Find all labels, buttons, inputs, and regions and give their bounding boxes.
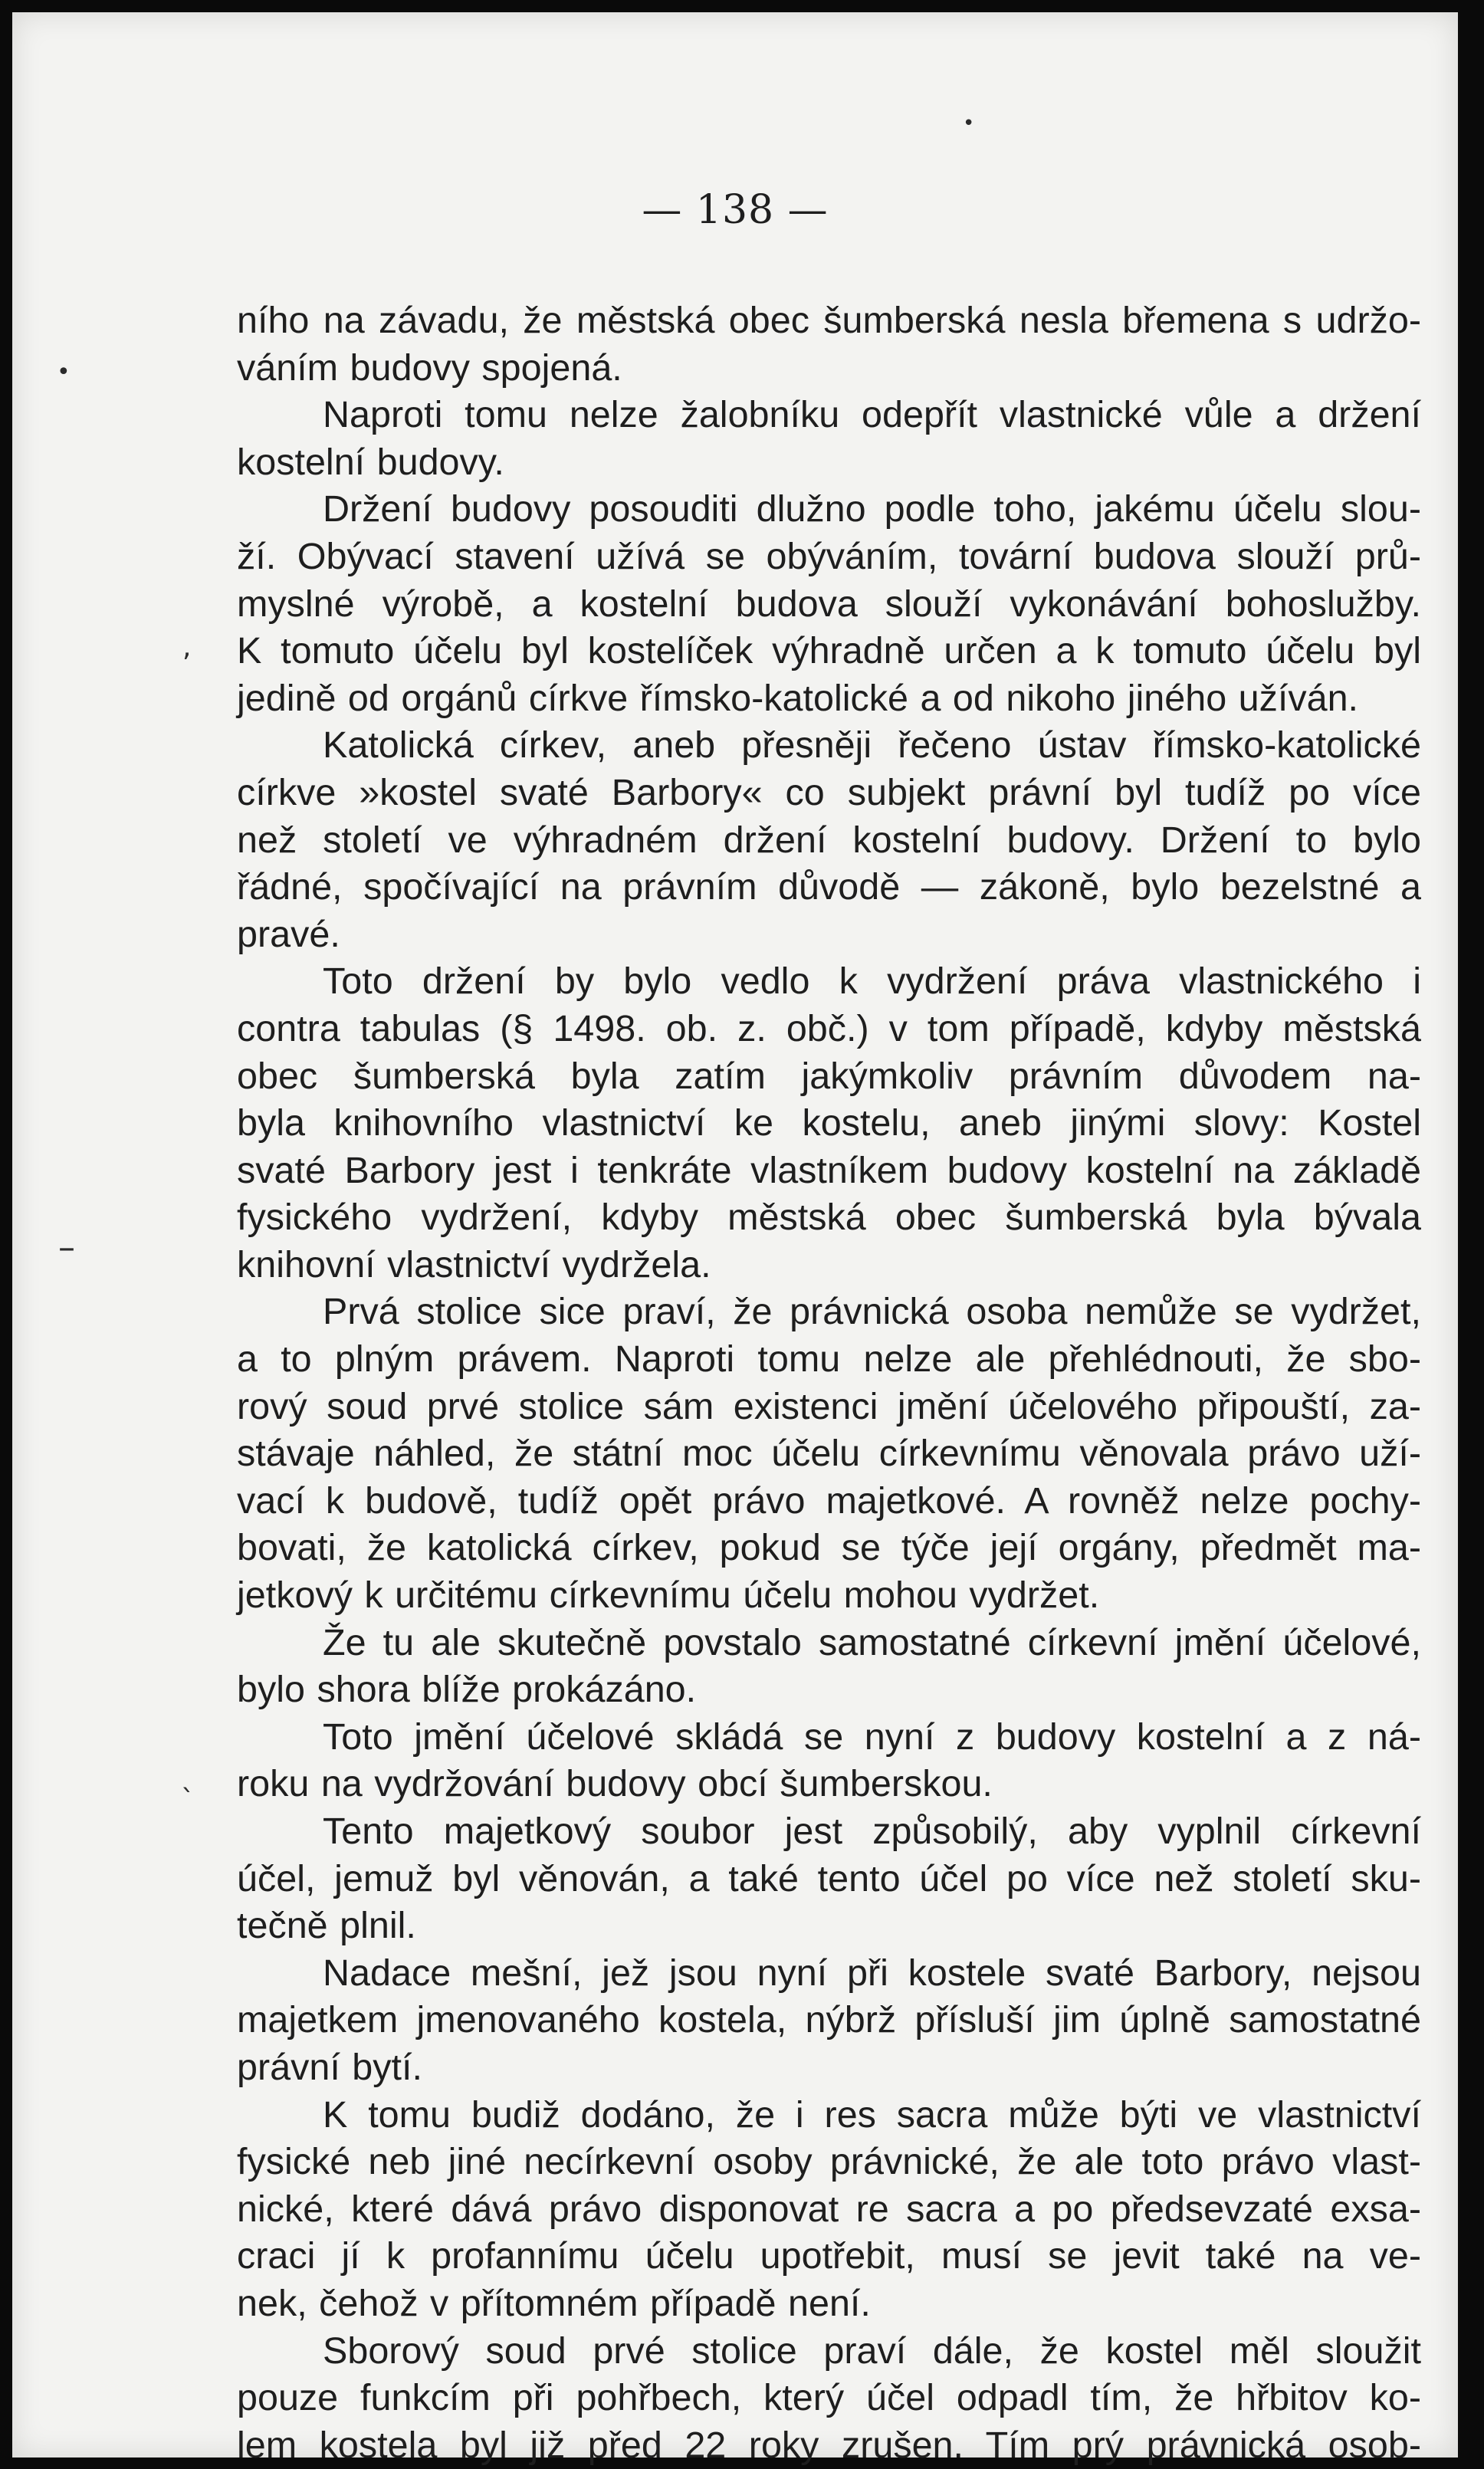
margin-dot-mark: •	[57, 359, 71, 386]
text-line: craci jí k profannímu účelu upotřebit, musí se jevit také na ve-	[237, 2235, 1421, 2277]
text-line: K tomuto účelu byl kostelíček výhradně určen a k tomuto účelu byl	[237, 630, 1421, 672]
text-line: Toto jmění účelové skládá se nyní z budovy kostelní a z ná-	[323, 1715, 1421, 1758]
paragraph	[237, 958, 1421, 1289]
text-line: bylo shora blíže prokázáno.	[237, 1669, 697, 1711]
text-line: vací k budově, tudíž opět právo majetkové. A rovněž nelze pochy-	[237, 1479, 1421, 1522]
text-line: nek, čehož v přítomném případě není.	[237, 2282, 871, 2324]
text-line: váním budovy spojená.	[237, 346, 622, 389]
text-line: obec šumberská byla zatím jakýmkoliv právním důvodem na-	[237, 1055, 1421, 1097]
text-line: jetkový k určitému církevnímu účelu mohou vydržet.	[237, 1574, 1100, 1617]
text-line: pravé.	[237, 913, 340, 955]
paragraph	[237, 722, 1421, 958]
text-line: fysického vydržení, kdyby městská obec šumberská byla bývala	[237, 1197, 1421, 1239]
text-line: tečně plnil.	[237, 1905, 416, 1947]
text-line: fysické neb jiné necírkevní osoby právnické, že ale toto právo vlast-	[237, 2141, 1421, 2183]
text-line: ží. Obývací stavení užívá se obýváním, tovární budova slouží prů-	[237, 535, 1421, 577]
paragraph	[237, 392, 1421, 486]
text-line: nické, které dává právo disponovat re sacra a po předsevzaté exsa-	[237, 2188, 1421, 2230]
paragraph	[237, 1950, 1421, 2092]
text-line: kostelní budovy.	[237, 441, 504, 483]
top-dot-mark: •	[963, 112, 975, 135]
text-line: Naproti tomu nelze žalobníku odepřít vlastnické vůle a držení	[323, 394, 1421, 436]
paragraph	[237, 1289, 1421, 1619]
text-line: ního na závadu, že městská obec šumberská nesla břemena s udržo-	[237, 300, 1421, 341]
text-line: myslné výrobě, a kostelní budova slouží vykonávání bohoslužby.	[237, 583, 1421, 625]
text-line: knihovní vlastnictví vydržela.	[237, 1243, 711, 1285]
text-line: a to plným právem. Naproti tomu nelze ale přehlédnouti, že sbo-	[237, 1338, 1421, 1381]
paragraph	[237, 486, 1421, 722]
text-line: než století ve výhradném držení kostelní budovy. Držení to bylo	[237, 819, 1421, 861]
page-number: — 138 —	[642, 187, 829, 233]
text-line: církve »kostel svaté Barbory« co subjekt právní byl tudíž po více	[237, 771, 1421, 813]
text-line: svaté Barbory jest i tenkráte vlastníkem budovy kostelní na základě	[237, 1149, 1421, 1191]
paragraph	[237, 1714, 1421, 1808]
text-line: Tento majetkový soubor jest způsobilý, aby vyplnil církevní	[323, 1811, 1421, 1852]
text-line: Prvá stolice sice praví, že právnická osoba nemůže se vydržet,	[323, 1291, 1421, 1333]
text-line: jedině od orgánů církve římsko-katolické a od nikoho jiného užíván.	[237, 677, 1359, 719]
margin-comma-mark: ,	[182, 632, 192, 663]
paragraph	[237, 2092, 1421, 2328]
body-text	[237, 297, 1421, 2469]
text-line: Toto držení by bylo vedlo k vydržení práva vlastnického i	[323, 960, 1421, 1003]
text-line: lem kostela byl již před 22 roky zrušen. Tím prý právnická osob-	[237, 2424, 1421, 2466]
paragraph	[237, 1620, 1421, 1714]
paragraph	[237, 2328, 1421, 2469]
text-line: Držení budovy posouditi dlužno podle toho, jakému účelu slou-	[323, 488, 1421, 530]
text-line: řádné, spočívající na právním důvodě — zákoně, bylo bezelstné a	[237, 866, 1421, 908]
text-line: bovati, že katolická církev, pokud se týče její orgány, předmět ma-	[237, 1527, 1421, 1569]
text-line: majetkem jmenovaného kostela, nýbrž přísluší jim úplně samostatné	[237, 1999, 1421, 2041]
text-line: právní bytí.	[237, 2046, 422, 2088]
text-line: byla knihovního vlastnictví ke kostelu, aneb jinými slovy: Kostel	[237, 1102, 1421, 1144]
paragraph	[237, 1808, 1421, 1950]
text-line: stávaje náhled, že státní moc účelu církevnímu věnovala právo uží-	[237, 1433, 1421, 1475]
margin-tick-mark: `	[181, 1784, 195, 1816]
text-line: Nadace mešní, jež jsou nyní při kostele svaté Barbory, nejsou	[323, 1952, 1421, 1994]
book-page	[12, 12, 1458, 2466]
paragraph	[237, 297, 1421, 392]
margin-dash-mark: –	[58, 1228, 75, 1267]
text-line: Že tu ale skutečně povstalo samostatné církevní jmění účelové,	[323, 1621, 1421, 1663]
text-line: účel, jemuž byl věnován, a také tento účel po více než století sku-	[237, 1857, 1421, 1899]
text-line: K tomu budiž dodáno, že i res sacra může býti ve vlastnictví	[323, 2093, 1421, 2136]
text-line: roku na vydržování budovy obcí šumberskou.	[237, 1763, 993, 1805]
text-line: Sborový soud prvé stolice praví dále, že kostel měl sloužit	[323, 2329, 1421, 2372]
text-line: pouze funkcím při pohřbech, který účel odpadl tím, že hřbitov ko-	[237, 2377, 1421, 2419]
text-line: rový soud prvé stolice sám existenci jmění účelového připouští, za-	[237, 1385, 1421, 1427]
text-line: contra tabulas (§ 1498. ob. z. obč.) v tom případě, kdyby městská	[237, 1007, 1421, 1049]
text-line: Katolická církev, aneb přesněji řečeno ústav římsko-katolické	[323, 724, 1421, 767]
